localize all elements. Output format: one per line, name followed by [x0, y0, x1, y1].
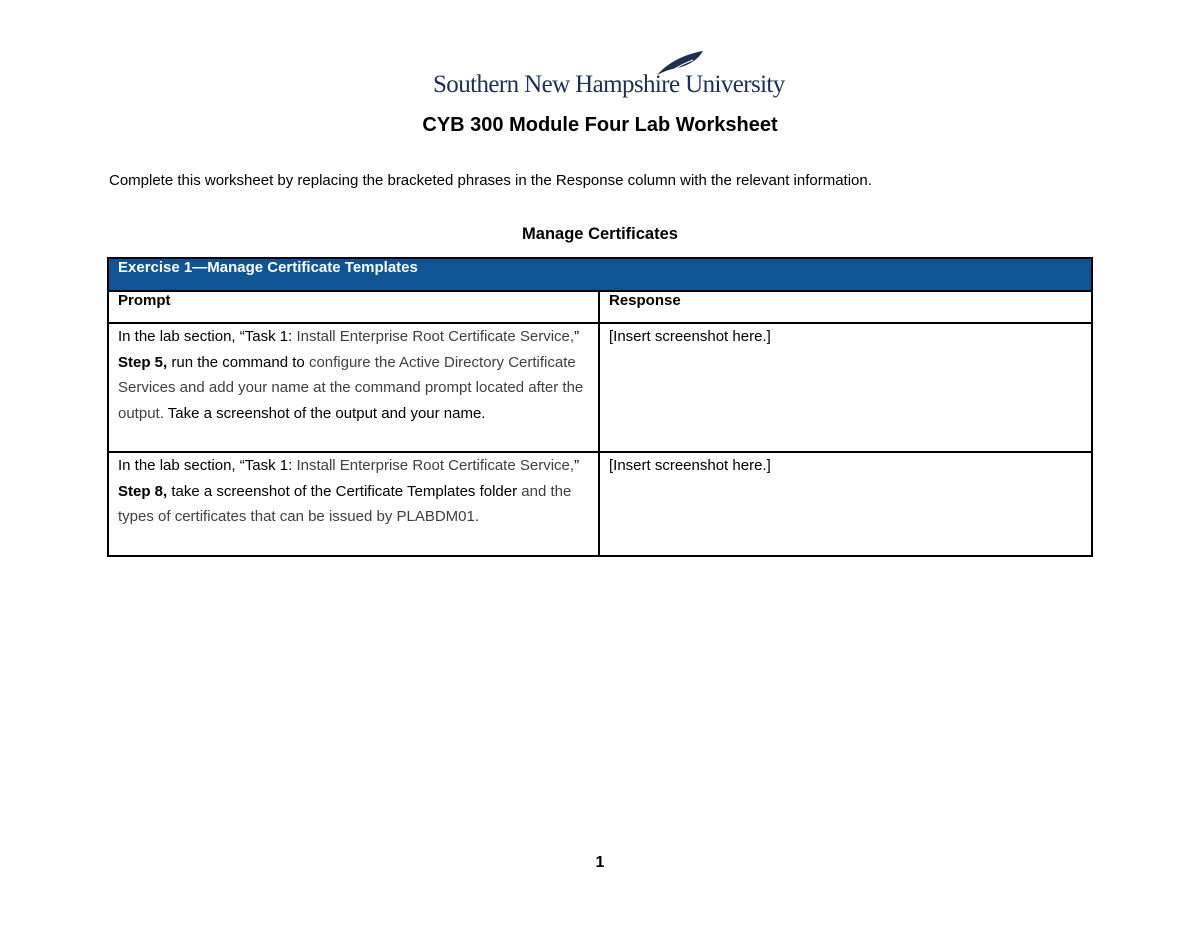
exercise-header-row [108, 258, 1092, 291]
prompt-instruction-detail: and the types of certificates that can be issued by PLABDM01. [118, 482, 572, 525]
prompt-instruction-detail: configure the Active Directory Certificate Services and add your name at the command prompt located after the output. [118, 353, 584, 422]
university-logo [433, 50, 785, 106]
prompt-instruction: take a screenshot of the Certificate Templates folder [167, 482, 522, 500]
step-label: Step 8, [118, 482, 168, 500]
prompt-instruction-end: Take a screenshot of the output and your name. [163, 404, 486, 422]
prompt-lead: In the lab section, “Task 1: [118, 328, 297, 345]
step-label: Step 5, [118, 353, 168, 371]
section-title: Manage Certificates [522, 225, 678, 243]
logo-wordmark: Southern New Hampshire University [433, 71, 785, 98]
instructions-text: Complete this worksheet by replacing the bracketed phrases in the Response column with the relevant information. [109, 172, 872, 189]
prompt-column-header: Prompt [108, 291, 599, 323]
prompt-lead: In the lab section, “Task 1: [118, 457, 297, 474]
task-name: Install Enterprise Root Certificate Service, [296, 328, 575, 345]
document-title: CYB 300 Module Four Lab Worksheet [422, 114, 778, 136]
prompt-instruction: run the command to [167, 353, 309, 371]
exercise-title: Exercise 1—Manage Certificate Templates [108, 258, 1092, 291]
quote-close: ” [574, 328, 580, 345]
response-column-header: Response [599, 291, 1092, 323]
table-row [108, 323, 1092, 452]
prompt-cell [108, 452, 599, 556]
response-cell[interactable]: [Insert screenshot here.] [599, 452, 1092, 556]
prompt-cell [108, 323, 599, 452]
task-name: Install Enterprise Root Certificate Service, [296, 457, 575, 474]
response-cell[interactable]: [Insert screenshot here.] [599, 323, 1092, 452]
worksheet-table [107, 257, 1093, 557]
table-row [108, 452, 1092, 556]
quote-close: ” [574, 457, 580, 474]
page-number: 1 [595, 854, 605, 871]
column-header-row [108, 291, 1092, 323]
